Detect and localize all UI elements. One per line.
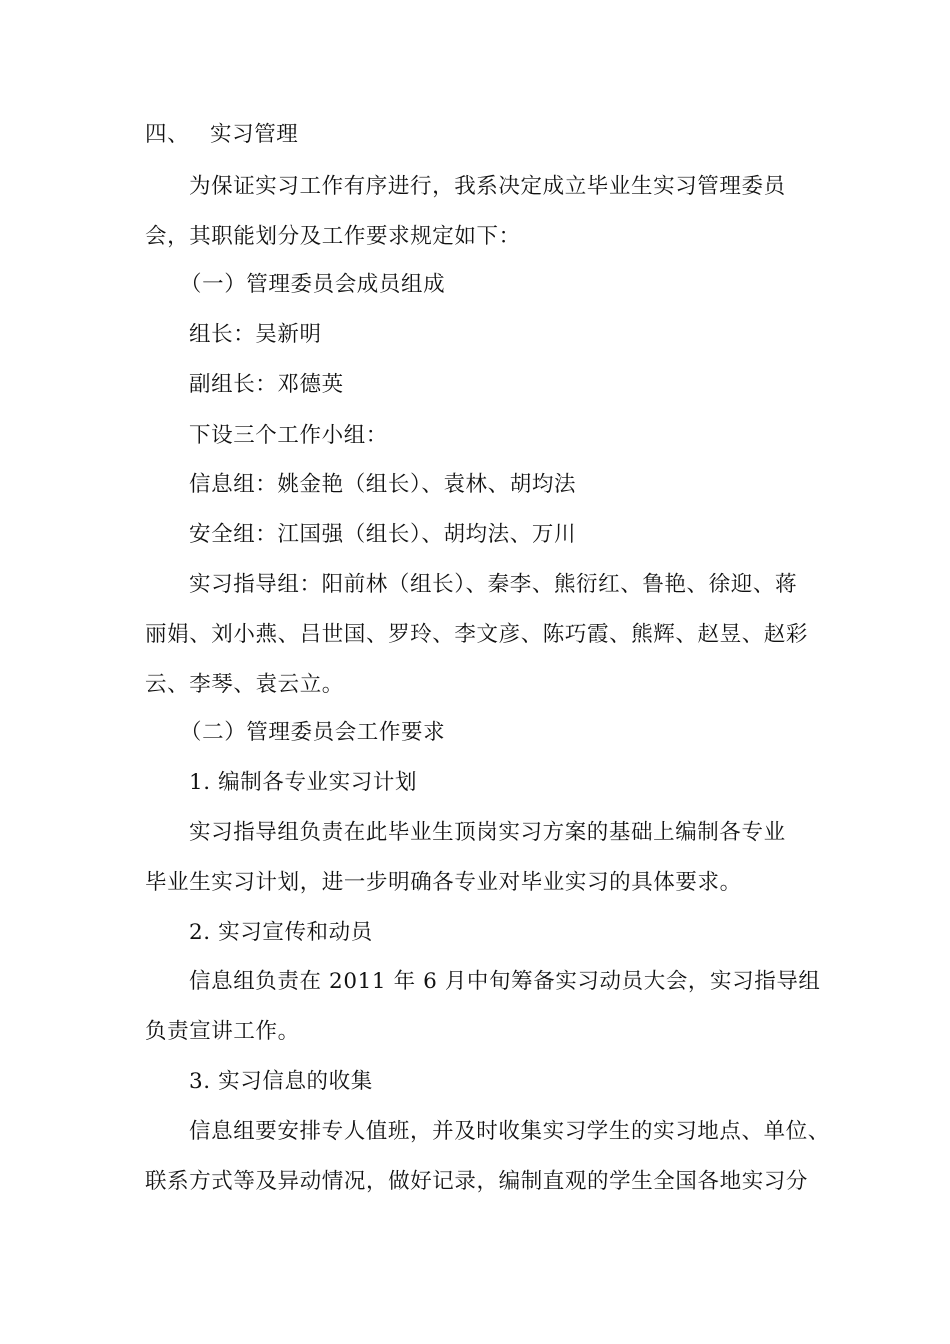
section-title: 实习管理	[210, 122, 299, 147]
item-2-line-1: 信息组负责在 2011 年 6 月中旬筹备实习动员大会，实习指导组	[189, 969, 821, 994]
info-group-line: 信息组：姚金艳（组长）、袁林、胡均法	[189, 472, 577, 497]
groups-intro-line: 下设三个工作小组：	[189, 423, 388, 448]
item-1-title: 1. 编制各专业实习计划	[189, 770, 418, 795]
intro-line-1: 为保证实习工作有序进行，我系决定成立毕业生实习管理委员	[189, 174, 786, 199]
guide-group-line-1: 实习指导组：阳前林（组长）、秦李、熊衍红、鲁艳、徐迎、蒋	[189, 572, 798, 597]
item-1-line-1: 实习指导组负责在此毕业生顶岗实习方案的基础上编制各专业	[189, 820, 786, 845]
item-1-line-2: 毕业生实习计划，进一步明确各专业对毕业实习的具体要求。	[145, 870, 742, 895]
subsection-1-heading: （一）管理委员会成员组成	[180, 272, 446, 297]
item-3-line-2: 联系方式等及异动情况，做好记录，编制直观的学生全国各地实习分	[145, 1169, 809, 1194]
guide-group-line-3: 云、李琴、袁云立。	[145, 672, 344, 697]
leader-line: 组长：吴新明	[189, 322, 322, 347]
deputy-leader-line: 副组长：邓德英	[189, 372, 344, 397]
item-2-title: 2. 实习宣传和动员	[189, 920, 373, 945]
item-3-line-1: 信息组要安排专人值班，并及时收集实习学生的实习地点、单位、	[189, 1119, 830, 1144]
section-number: 四、	[145, 122, 190, 147]
guide-group-line-2: 丽娟、刘小燕、吕世国、罗玲、李文彦、陈巧霞、熊辉、赵昱、赵彩	[145, 622, 809, 647]
item-2-line-2: 负责宣讲工作。	[145, 1019, 300, 1044]
section-heading	[145, 120, 815, 150]
subsection-2-heading: （二）管理委员会工作要求	[180, 720, 446, 745]
safety-group-line: 安全组：江国强（组长）、胡均法、万川	[189, 522, 577, 547]
item-3-title: 3. 实习信息的收集	[189, 1069, 373, 1094]
intro-line-2: 会，其职能划分及工作要求规定如下：	[145, 224, 521, 249]
